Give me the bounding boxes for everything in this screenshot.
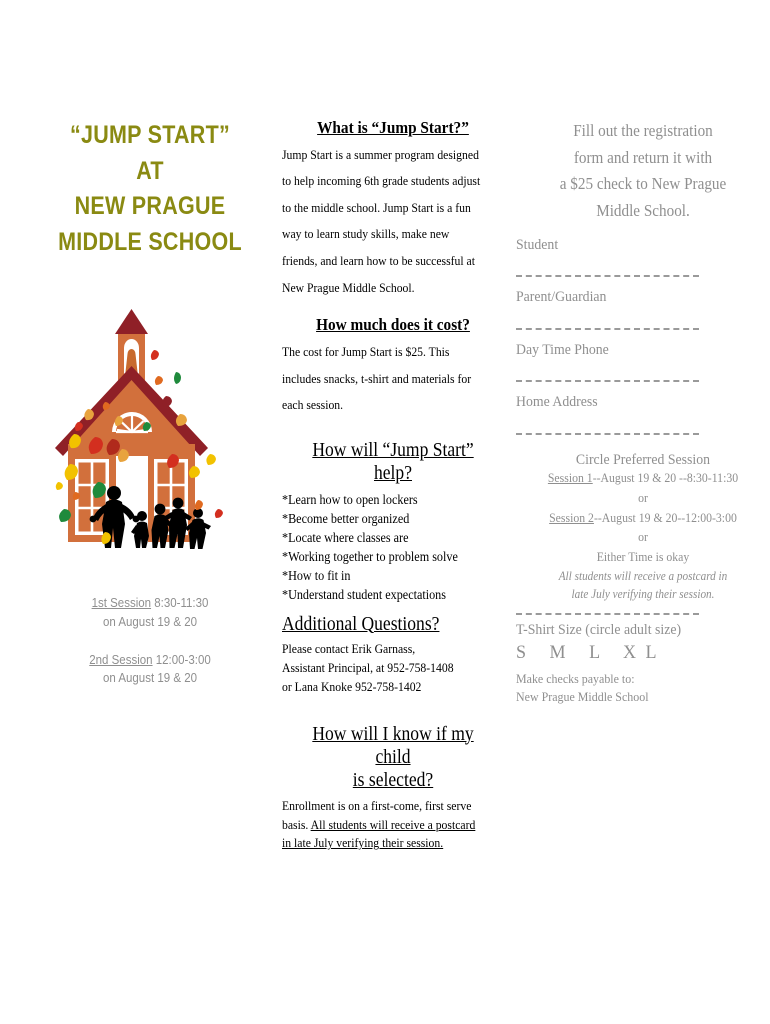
session-2-dates: on August 19 & 20	[102, 671, 197, 686]
tshirt-size-options[interactable]: S M L XL	[516, 642, 667, 664]
intro-line-3: a $25 check to New Prague	[559, 174, 727, 194]
contact-line-2: Assistant Principal, at 952-758-1408	[282, 659, 454, 675]
session-option-2[interactable]	[526, 509, 760, 529]
postcard-note-line-1: All students will receive a postcard in	[558, 569, 728, 584]
list-item: *Working together to problem solve	[282, 549, 458, 565]
contact-line-3: or Lana Knoke 952-758-1402	[282, 678, 422, 694]
session-1-dates: on August 19 & 20	[102, 614, 197, 629]
intro-line-4: Middle School.	[596, 201, 690, 221]
enrollment-text-underlined: All students will receive a postcard in late July verifying their session.	[282, 816, 476, 851]
page-title	[36, 118, 263, 260]
left-session-times	[29, 594, 272, 688]
list-item: *Learn how to open lockers	[282, 491, 418, 507]
title-line-1: “JUMP START”	[70, 121, 230, 149]
label-student: Student	[516, 236, 559, 253]
contact-line-1: Please contact Erik Garnass,	[282, 640, 416, 656]
checks-payable-info	[516, 670, 750, 705]
paragraph-cost: The cost for Jump Start is $25. This includes snacks, t-shirt and materials for each session.	[282, 343, 472, 413]
session-2-block	[29, 651, 272, 689]
session-1-block	[29, 594, 272, 632]
student-field-line[interactable]	[516, 275, 699, 277]
spacer	[282, 419, 504, 439]
heading-how-will-jump-start-help: How will “Jump Start” help?	[312, 439, 474, 485]
registration-instructions	[526, 118, 760, 225]
checks-line-2: New Prague Middle School	[516, 688, 649, 704]
day-time-phone-field-line[interactable]	[516, 380, 699, 382]
session-1-label: 1st Session	[91, 596, 152, 610]
session-option-1[interactable]	[526, 469, 760, 489]
list-item: *Understand student expectations	[282, 587, 446, 603]
postcard-note	[526, 568, 760, 603]
heading-additional-questions: Additional Questions?	[282, 613, 440, 635]
session-2-label: 2nd Session	[89, 652, 153, 667]
schoolhouse-illustration	[50, 304, 250, 554]
list-item: *Become better organized	[282, 510, 410, 526]
session-option-either[interactable]: Either Time is okay	[596, 550, 690, 565]
heading-how-will-i-know-line2: is selected?	[352, 770, 434, 792]
session-2-time: 12:00-3:00	[152, 652, 211, 667]
label-tshirt-size: T-Shirt Size (circle adult size)	[516, 622, 682, 639]
title-line-3: NEW PRAGUE	[74, 192, 226, 220]
label-day-time-phone: Day Time Phone	[516, 341, 609, 358]
spacer	[282, 697, 504, 723]
left-column	[0, 118, 282, 1024]
enrollment-text-plain: Enrollment is on a first-come, first serve basis.	[282, 797, 472, 832]
session-option-2-label: Session 2	[549, 510, 594, 525]
middle-column	[282, 118, 504, 1024]
heading-how-much-does-it-cost: How much does it cost?	[316, 315, 470, 335]
heading-how-will-i-know-line1: How will I know if my child	[312, 723, 474, 768]
home-address-field-line[interactable]	[516, 433, 699, 435]
contact-info	[282, 640, 482, 697]
parent-guardian-field-line[interactable]	[516, 328, 699, 330]
label-parent-guardian: Parent/Guardian	[516, 289, 607, 306]
session-option-1-detail: --August 19 & 20 --8:30-11:30	[592, 470, 739, 485]
session-1-time: 8:30-11:30	[151, 596, 209, 610]
session-option-2-detail: --August 19 & 20--12:00-3:00	[593, 510, 737, 525]
paragraph-what-is-jump-start: Jump Start is a summer program designed to help incoming 6th grade students adjust to the middle school. Jump Start is a fun way to learn study skills, make new friends, and learn how to be successful at New Prague Middle School.	[282, 146, 481, 295]
list-item: *How to fit in	[282, 568, 351, 584]
spacer	[282, 605, 504, 613]
benefits-list	[282, 490, 482, 605]
paragraph-enrollment	[282, 797, 482, 854]
intro-line-1: Fill out the registration	[573, 121, 713, 140]
spacer	[282, 301, 504, 315]
session-2-line	[29, 651, 272, 670]
intro-line-2: form and return it with	[573, 147, 713, 167]
postcard-note-line-2: late July verifying their session.	[571, 586, 715, 601]
label-home-address: Home Address	[516, 394, 598, 411]
right-column-registration	[504, 118, 770, 1024]
title-line-2: AT	[136, 156, 164, 185]
heading-circle-preferred-session: Circle Preferred Session	[575, 451, 711, 468]
session-option-1-label: Session 1	[547, 470, 593, 485]
session-or-1: or	[638, 490, 648, 505]
session-or-2: or	[638, 530, 648, 545]
list-item: *Locate where classes are	[282, 529, 409, 545]
title-line-4: MIDDLE SCHOOL	[58, 227, 242, 256]
checks-line-1: Make checks payable to:	[516, 671, 635, 687]
tshirt-divider-line	[516, 613, 699, 615]
session-1-line	[29, 594, 272, 613]
heading-what-is-jump-start: What is “Jump Start?”	[317, 118, 469, 137]
